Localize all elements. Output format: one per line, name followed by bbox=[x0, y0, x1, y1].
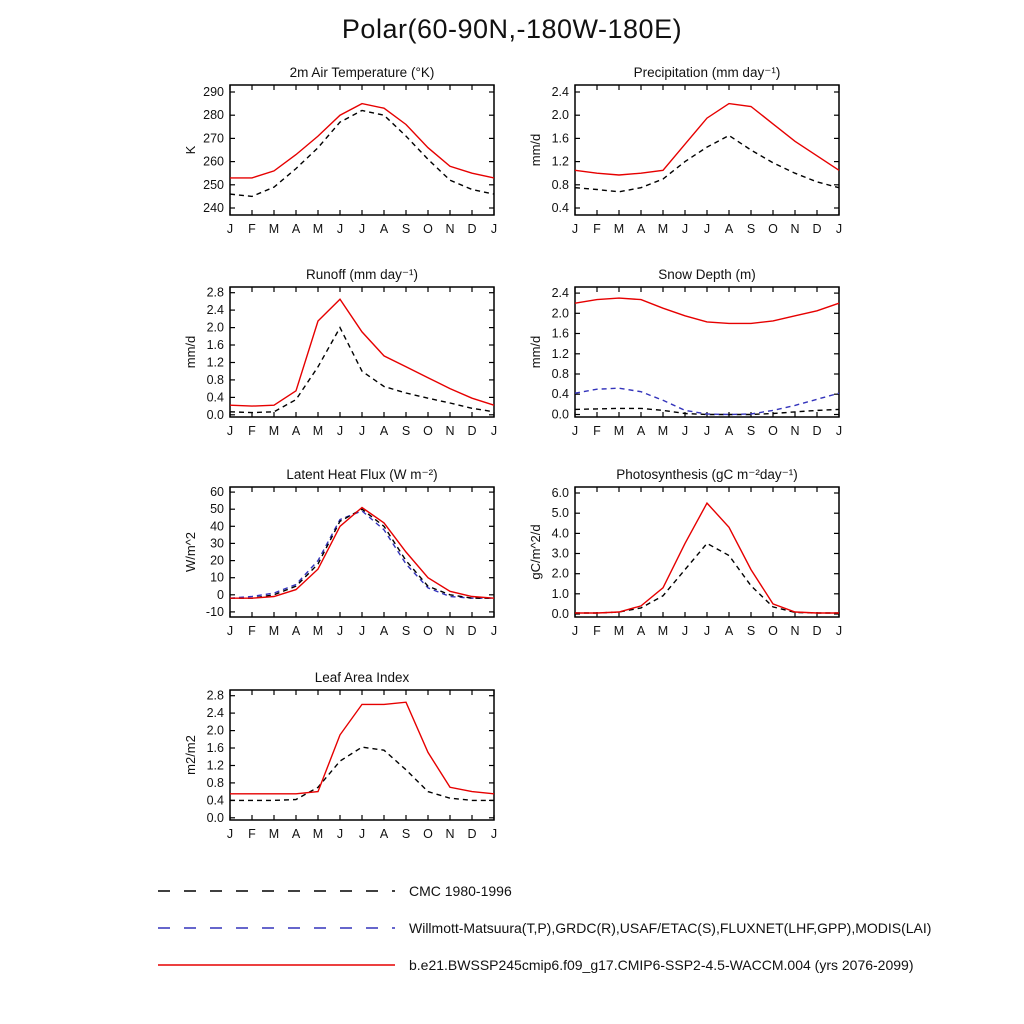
svg-text:J: J bbox=[336, 624, 344, 638]
svg-text:10: 10 bbox=[210, 570, 224, 585]
svg-text:A: A bbox=[724, 222, 734, 236]
svg-text:J: J bbox=[681, 624, 689, 638]
svg-text:260: 260 bbox=[203, 154, 224, 169]
legend-label: b.e21.BWSSP245cmip6.f09_g17.CMIP6-SSP2-4.5-WACCM.004 (yrs 2076-2099) bbox=[409, 956, 914, 973]
svg-text:0.0: 0.0 bbox=[551, 407, 569, 422]
svg-text:S: S bbox=[746, 222, 756, 236]
svg-text:20: 20 bbox=[210, 553, 224, 568]
svg-text:50: 50 bbox=[210, 502, 224, 517]
y-axis-label: W/m^2 bbox=[183, 531, 198, 573]
svg-text:0.4: 0.4 bbox=[206, 390, 224, 405]
svg-text:4.0: 4.0 bbox=[551, 526, 569, 541]
svg-text:1.6: 1.6 bbox=[206, 338, 224, 352]
svg-text:J: J bbox=[226, 222, 234, 236]
plot-area bbox=[206, 485, 497, 638]
svg-text:J: J bbox=[490, 222, 498, 236]
svg-text:250: 250 bbox=[203, 177, 224, 192]
legend-line-sample bbox=[158, 888, 395, 894]
svg-text:0: 0 bbox=[217, 587, 224, 602]
chart-runoff bbox=[182, 267, 506, 443]
svg-text:2.8: 2.8 bbox=[206, 688, 224, 703]
svg-text:J: J bbox=[358, 424, 366, 438]
svg-text:F: F bbox=[248, 827, 256, 841]
svg-text:M: M bbox=[613, 424, 625, 438]
y-axis-label: gC/m^2/d bbox=[528, 524, 543, 580]
svg-text:0.8: 0.8 bbox=[206, 775, 224, 790]
svg-text:J: J bbox=[835, 424, 843, 438]
svg-text:0.4: 0.4 bbox=[206, 793, 224, 808]
svg-text:D: D bbox=[467, 222, 477, 236]
svg-text:D: D bbox=[467, 424, 477, 438]
chart-snow-depth bbox=[527, 267, 851, 443]
legend-entry-cmc bbox=[158, 872, 931, 909]
svg-text:S: S bbox=[401, 624, 411, 638]
svg-text:A: A bbox=[379, 424, 389, 438]
svg-text:3.0: 3.0 bbox=[551, 546, 569, 561]
svg-text:1.2: 1.2 bbox=[551, 154, 569, 169]
svg-text:J: J bbox=[703, 424, 711, 438]
svg-text:0.8: 0.8 bbox=[206, 372, 224, 387]
svg-text:M: M bbox=[657, 222, 669, 236]
svg-text:M: M bbox=[657, 424, 669, 438]
chart-photosynthesis bbox=[527, 467, 851, 643]
chart-latent-heat-flux bbox=[182, 467, 506, 643]
svg-text:290: 290 bbox=[203, 85, 224, 99]
y-axis-label: mm/d bbox=[528, 133, 543, 167]
svg-text:M: M bbox=[268, 624, 280, 638]
svg-text:A: A bbox=[636, 424, 646, 438]
svg-text:1.2: 1.2 bbox=[551, 346, 569, 361]
svg-text:M: M bbox=[268, 222, 280, 236]
chart-title: 2m Air Temperature (°K) bbox=[289, 65, 435, 80]
legend-label: Willmott-Matsuura(T,P),GRDC(R),USAF/ETAC(S),FLUXNET(LHF,GPP),MODIS(LAI) bbox=[409, 919, 932, 936]
svg-text:A: A bbox=[724, 624, 734, 638]
svg-text:F: F bbox=[593, 624, 601, 638]
svg-text:D: D bbox=[812, 424, 822, 438]
svg-text:A: A bbox=[724, 424, 734, 438]
plot-area bbox=[552, 486, 843, 638]
legend-line-sample bbox=[158, 962, 395, 968]
legend-label: CMC 1980-1996 bbox=[409, 882, 512, 899]
svg-text:F: F bbox=[593, 222, 601, 236]
svg-text:N: N bbox=[445, 424, 455, 438]
svg-text:N: N bbox=[445, 222, 455, 236]
svg-text:A: A bbox=[636, 624, 646, 638]
svg-text:S: S bbox=[401, 827, 411, 841]
svg-text:6.0: 6.0 bbox=[551, 486, 569, 500]
svg-text:M: M bbox=[613, 624, 625, 638]
chart-air-temperature bbox=[182, 65, 506, 241]
svg-text:O: O bbox=[768, 424, 778, 438]
svg-text:F: F bbox=[248, 424, 256, 438]
legend-entry-obs bbox=[158, 909, 931, 946]
svg-text:A: A bbox=[291, 222, 301, 236]
svg-text:J: J bbox=[681, 424, 689, 438]
svg-text:S: S bbox=[746, 424, 756, 438]
svg-text:J: J bbox=[571, 222, 579, 236]
svg-text:J: J bbox=[490, 827, 498, 841]
figure-title: Polar(60-90N,-180W-180E) bbox=[341, 14, 683, 44]
svg-text:1.2: 1.2 bbox=[206, 758, 224, 773]
chart-title: Precipitation (mm day⁻¹) bbox=[633, 65, 781, 80]
svg-text:1.6: 1.6 bbox=[206, 741, 224, 755]
svg-text:0.8: 0.8 bbox=[551, 177, 569, 192]
svg-text:J: J bbox=[226, 424, 234, 438]
chart-title: Runoff (mm day⁻¹) bbox=[306, 267, 418, 282]
svg-text:240: 240 bbox=[203, 201, 224, 215]
svg-text:J: J bbox=[835, 222, 843, 236]
plot-area bbox=[552, 85, 843, 236]
svg-text:O: O bbox=[423, 624, 433, 638]
svg-text:A: A bbox=[379, 222, 389, 236]
svg-text:2.0: 2.0 bbox=[206, 723, 224, 738]
chart-leaf-area-index bbox=[182, 670, 506, 846]
svg-text:A: A bbox=[291, 424, 301, 438]
svg-text:J: J bbox=[226, 624, 234, 638]
svg-text:S: S bbox=[401, 424, 411, 438]
svg-text:J: J bbox=[358, 827, 366, 841]
plot-area bbox=[207, 286, 498, 438]
svg-text:0.8: 0.8 bbox=[551, 367, 569, 381]
svg-text:2.4: 2.4 bbox=[551, 286, 569, 301]
svg-text:J: J bbox=[703, 624, 711, 638]
svg-text:0.0: 0.0 bbox=[551, 607, 569, 621]
svg-text:N: N bbox=[445, 624, 455, 638]
svg-text:J: J bbox=[358, 222, 366, 236]
svg-text:M: M bbox=[613, 222, 625, 236]
svg-text:J: J bbox=[681, 222, 689, 236]
svg-text:N: N bbox=[790, 222, 800, 236]
svg-text:60: 60 bbox=[210, 485, 224, 500]
legend-entry-model bbox=[158, 946, 931, 983]
svg-text:1.2: 1.2 bbox=[206, 355, 224, 370]
chart-precipitation bbox=[527, 65, 851, 241]
svg-text:0.0: 0.0 bbox=[206, 407, 224, 422]
svg-text:J: J bbox=[336, 222, 344, 236]
legend-line-sample bbox=[158, 925, 395, 931]
svg-text:J: J bbox=[226, 827, 234, 841]
svg-text:-10: -10 bbox=[205, 604, 224, 619]
svg-text:M: M bbox=[312, 424, 324, 438]
svg-text:J: J bbox=[490, 624, 498, 638]
plot-area bbox=[203, 85, 497, 236]
svg-text:O: O bbox=[768, 222, 778, 236]
plot-area bbox=[552, 286, 843, 438]
svg-text:30: 30 bbox=[210, 536, 224, 551]
svg-text:F: F bbox=[593, 424, 601, 438]
svg-text:2.0: 2.0 bbox=[551, 108, 569, 123]
svg-text:2.4: 2.4 bbox=[206, 303, 224, 318]
svg-text:5.0: 5.0 bbox=[551, 506, 569, 521]
y-axis-label: mm/d bbox=[183, 335, 198, 369]
svg-text:M: M bbox=[312, 827, 324, 841]
legend bbox=[158, 872, 931, 983]
svg-text:M: M bbox=[312, 222, 324, 236]
svg-text:J: J bbox=[336, 827, 344, 841]
y-axis-label: m2/m2 bbox=[183, 735, 198, 775]
svg-text:D: D bbox=[467, 624, 477, 638]
svg-text:1.6: 1.6 bbox=[551, 326, 569, 341]
svg-text:J: J bbox=[703, 222, 711, 236]
svg-text:2.4: 2.4 bbox=[206, 706, 224, 721]
chart-title: Latent Heat Flux (W m⁻²) bbox=[286, 467, 438, 482]
svg-text:F: F bbox=[248, 222, 256, 236]
svg-text:J: J bbox=[835, 624, 843, 638]
y-axis-label: mm/d bbox=[528, 335, 543, 369]
svg-text:J: J bbox=[490, 424, 498, 438]
svg-text:J: J bbox=[571, 424, 579, 438]
svg-text:N: N bbox=[790, 424, 800, 438]
svg-text:A: A bbox=[291, 827, 301, 841]
svg-text:N: N bbox=[790, 624, 800, 638]
svg-text:S: S bbox=[401, 222, 411, 236]
svg-text:1.0: 1.0 bbox=[551, 586, 569, 601]
svg-text:O: O bbox=[423, 424, 433, 438]
svg-text:2.0: 2.0 bbox=[206, 320, 224, 335]
svg-text:0.4: 0.4 bbox=[551, 387, 569, 402]
svg-text:O: O bbox=[768, 624, 778, 638]
svg-text:D: D bbox=[467, 827, 477, 841]
svg-text:0.0: 0.0 bbox=[206, 810, 224, 825]
svg-text:F: F bbox=[248, 624, 256, 638]
svg-text:N: N bbox=[445, 827, 455, 841]
svg-text:D: D bbox=[812, 624, 822, 638]
svg-text:2.0: 2.0 bbox=[551, 306, 569, 321]
chart-title: Leaf Area Index bbox=[314, 670, 410, 685]
svg-text:M: M bbox=[268, 827, 280, 841]
svg-text:O: O bbox=[423, 827, 433, 841]
chart-title: Photosynthesis (gC m⁻²day⁻¹) bbox=[616, 467, 798, 482]
svg-text:J: J bbox=[336, 424, 344, 438]
svg-text:40: 40 bbox=[210, 519, 224, 534]
svg-text:1.6: 1.6 bbox=[551, 131, 569, 146]
svg-text:A: A bbox=[291, 624, 301, 638]
svg-text:J: J bbox=[358, 624, 366, 638]
svg-text:2.4: 2.4 bbox=[551, 85, 569, 99]
svg-text:0.4: 0.4 bbox=[551, 201, 569, 215]
svg-text:2.8: 2.8 bbox=[206, 285, 224, 300]
svg-text:M: M bbox=[657, 624, 669, 638]
y-axis-label: K bbox=[183, 145, 198, 155]
svg-text:A: A bbox=[636, 222, 646, 236]
chart-title: Snow Depth (m) bbox=[658, 267, 756, 282]
svg-text:280: 280 bbox=[203, 108, 224, 123]
svg-text:O: O bbox=[423, 222, 433, 236]
svg-text:A: A bbox=[379, 624, 389, 638]
svg-text:J: J bbox=[571, 624, 579, 638]
svg-text:D: D bbox=[812, 222, 822, 236]
svg-text:S: S bbox=[746, 624, 756, 638]
svg-text:M: M bbox=[312, 624, 324, 638]
svg-text:A: A bbox=[379, 827, 389, 841]
plot-area bbox=[207, 689, 498, 841]
svg-text:270: 270 bbox=[203, 131, 224, 146]
svg-text:M: M bbox=[268, 424, 280, 438]
svg-text:2.0: 2.0 bbox=[551, 566, 569, 581]
